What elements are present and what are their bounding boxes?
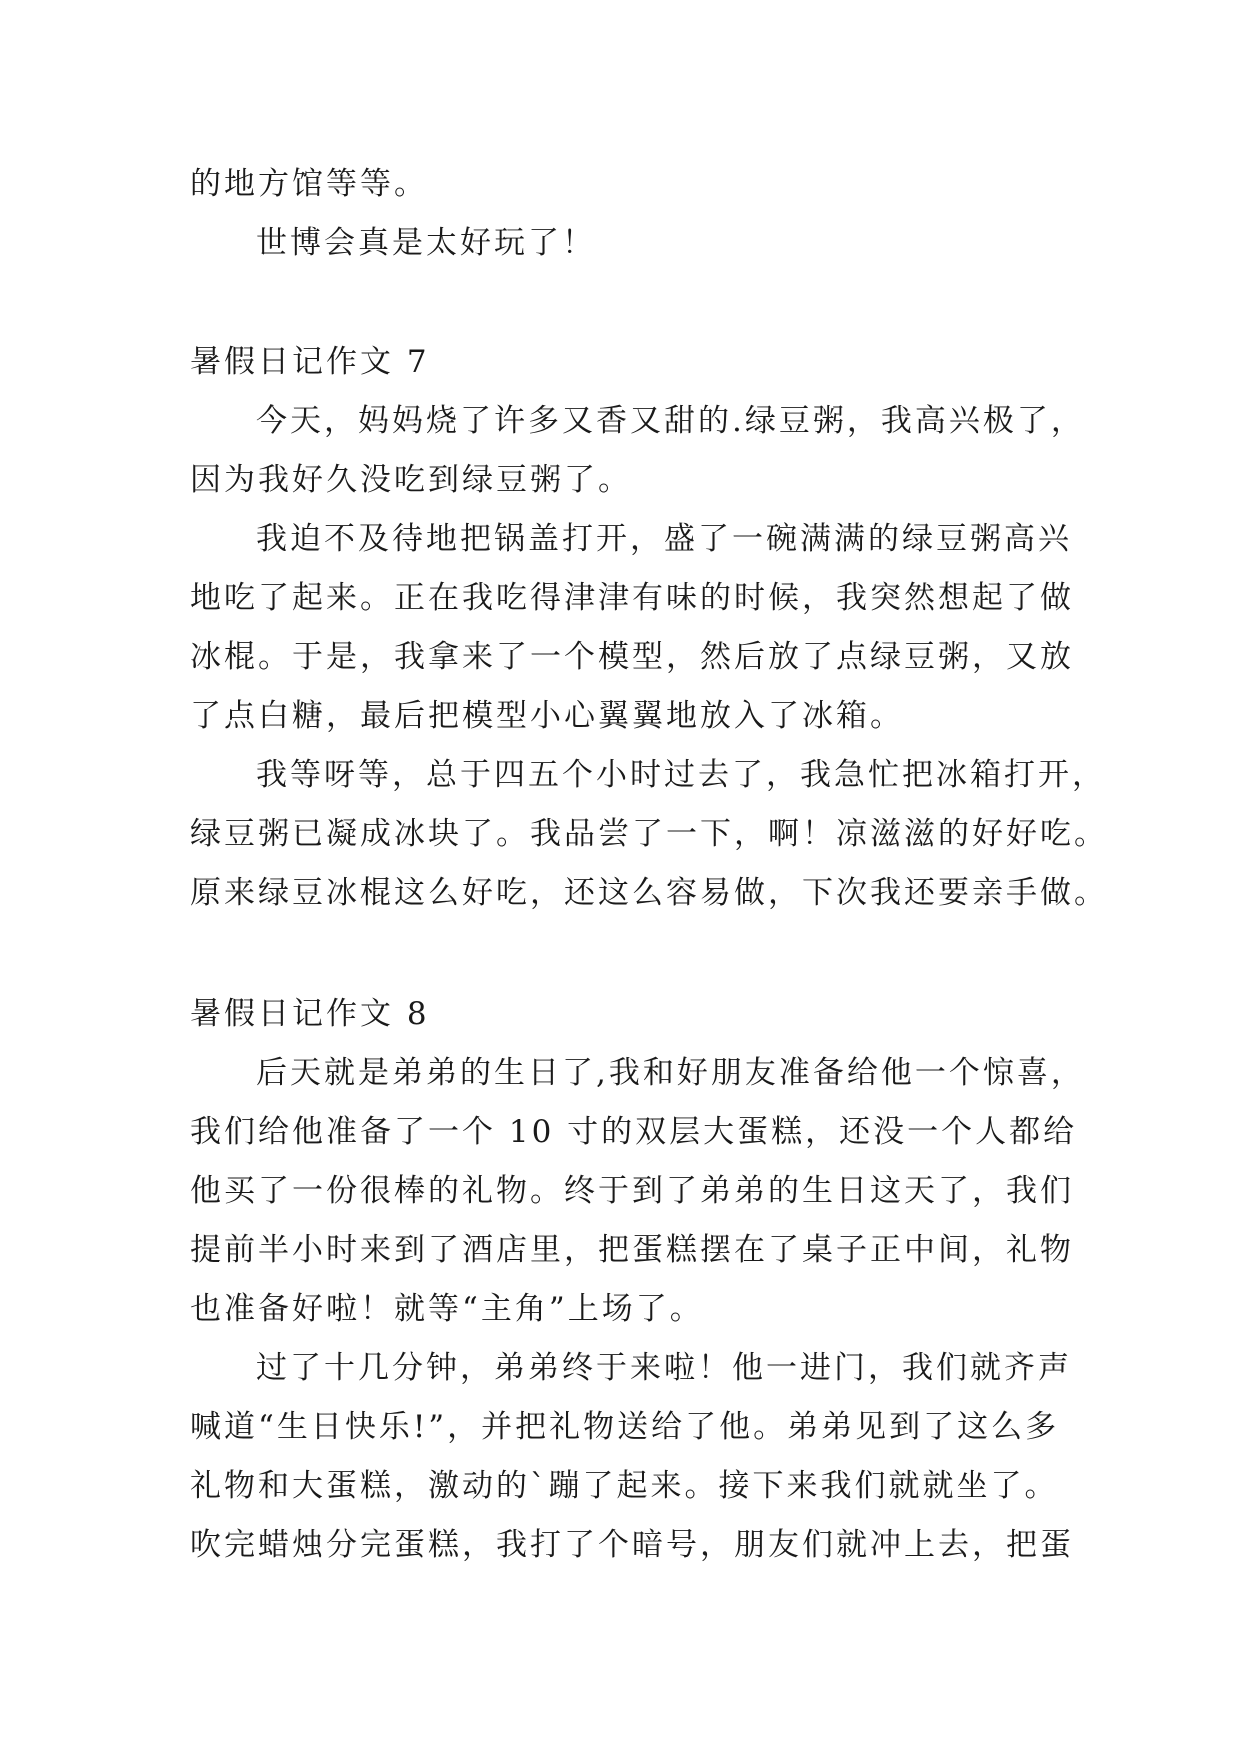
paragraph-line: 原来绿豆冰棍这么好吃，还这么容易做，下次我还要亲手做。: [190, 875, 1108, 911]
paragraph-line: 了点白糖，最后把模型小心翼翼地放入了冰箱。: [190, 698, 904, 734]
section-7-title: 暑假日记作文 7: [190, 344, 430, 380]
section-8-body: [190, 1044, 1085, 1575]
prev-section-body: [190, 155, 1050, 273]
paragraph-line: 他买了一份很棒的礼物。终于到了弟弟的生日这天了，我们: [190, 1173, 1074, 1209]
paragraph-line: 喊道“生日快乐!”，并把礼物送给了他。弟弟见到了这么多: [190, 1409, 1060, 1445]
paragraph-line: 绿豆粥已凝成冰块了。我品尝了一下，啊！凉滋滋的好好吃。: [190, 816, 1108, 852]
paragraph-line: 因为我好久没吃到绿豆粥了。: [190, 462, 632, 498]
paragraph-line: 礼物和大蛋糕，激动的`蹦了起来。接下来我们就就坐了。: [190, 1468, 1059, 1504]
paragraph-line: 也准备好啦！就等“主角”上场了。: [190, 1291, 704, 1327]
paragraph-line: 世博会真是太好玩了！: [256, 225, 596, 261]
paragraph-line: 冰棍。于是，我拿来了一个模型，然后放了点绿豆粥，又放: [190, 639, 1074, 675]
paragraph-line: 提前半小时来到了酒店里，把蛋糕摆在了桌子正中间，礼物: [190, 1232, 1074, 1268]
paragraph-line: 我等呀等，总于四五个小时过去了，我急忙把冰箱打开，: [256, 757, 1106, 793]
paragraph-line: 地吃了起来。正在我吃得津津有味的时候，我突然想起了做: [190, 580, 1074, 616]
paragraph-line: 今天，妈妈烧了许多又香又甜的.绿豆粥，我高兴极了，: [256, 403, 1085, 439]
paragraph-line: 后天就是弟弟的生日了,我和好朋友准备给他一个惊喜，: [256, 1055, 1085, 1091]
paragraph-line: 我迫不及待地把锅盖打开，盛了一碗满满的绿豆粥高兴: [256, 521, 1072, 557]
paragraph-line: 吹完蜡烛分完蛋糕，我打了个暗号，朋友们就冲上去，把蛋: [190, 1527, 1074, 1563]
paragraph-line: 我们给他准备了一个 10 寸的双层大蛋糕，还没一个人都给: [190, 1114, 1078, 1150]
paragraph-line: 过了十几分钟，弟弟终于来啦！他一进门，我们就齐声: [256, 1350, 1072, 1386]
paragraph-line: 的地方馆等等。: [190, 166, 428, 202]
section-8-title: 暑假日记作文 8: [190, 996, 430, 1032]
section-7-body: [190, 392, 1108, 923]
